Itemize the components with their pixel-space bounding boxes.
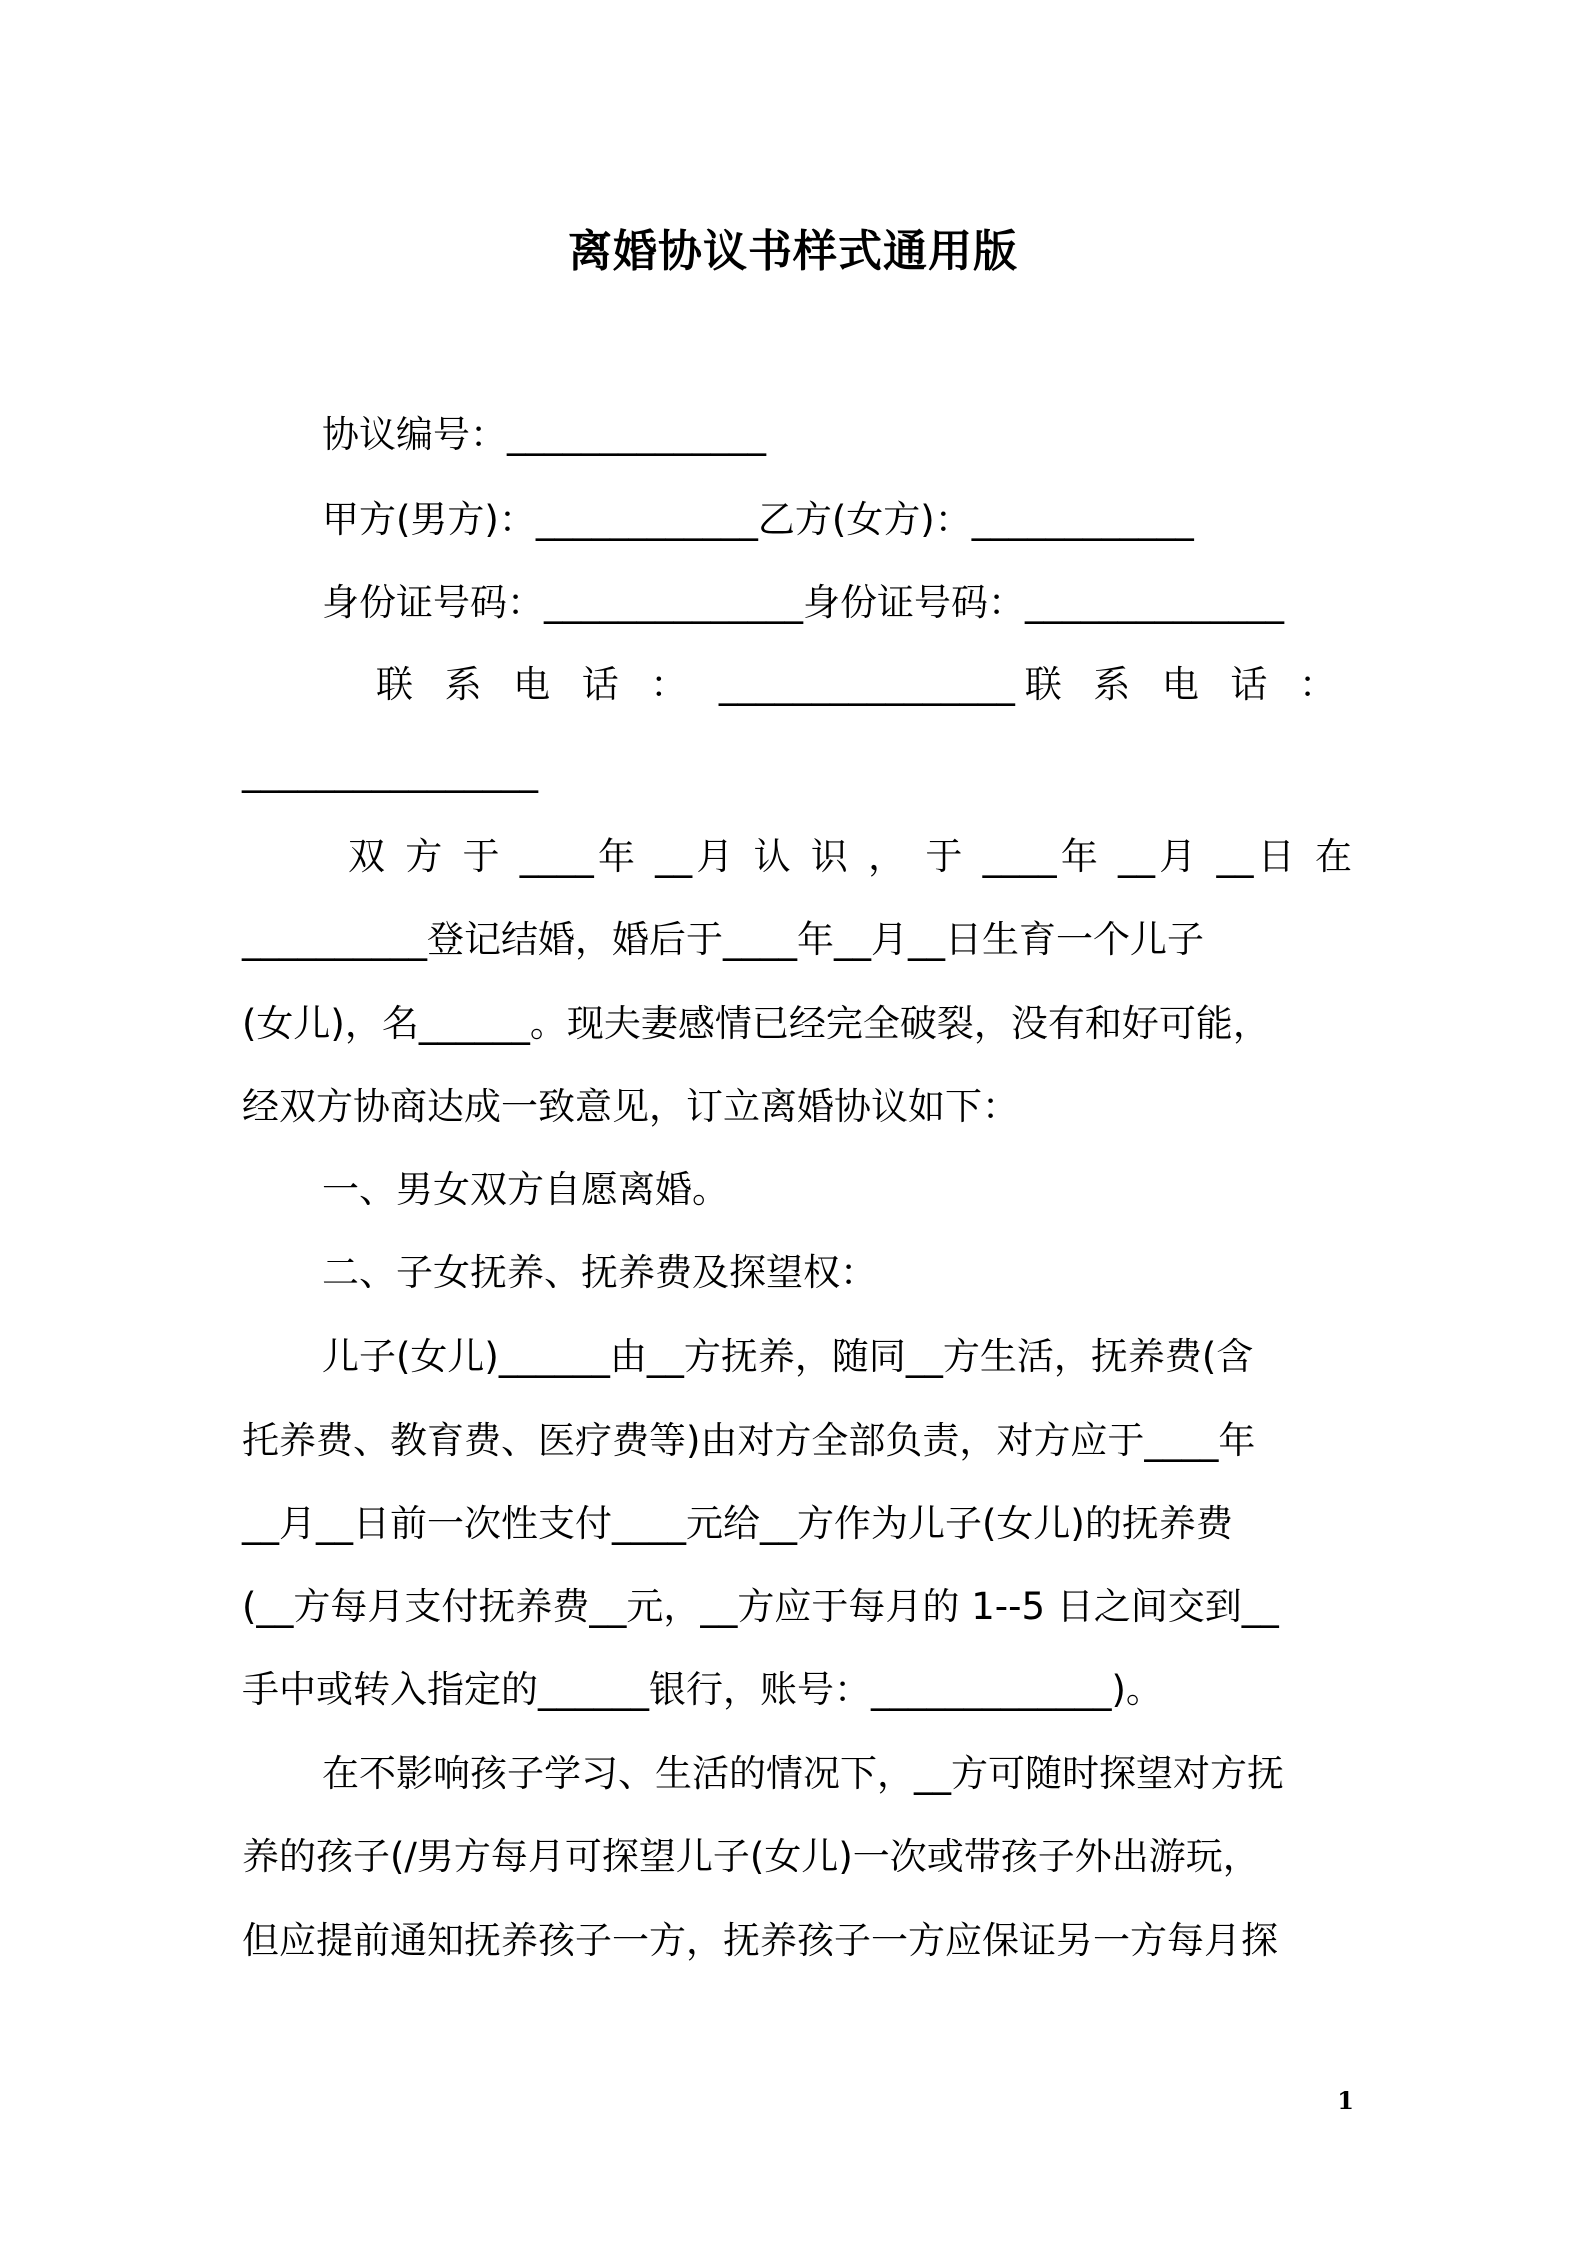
clause-heading: 一、男女双方自愿离婚。 (322, 1168, 729, 1211)
phone-line: 联 系 电 话 ： ________________联 系 电 话 ： (376, 663, 1336, 706)
paragraph-line: __________登记结婚，婚后于____年__月__日生育一个儿子 (242, 918, 1204, 961)
paragraph-line: 手中或转入指定的______银行，账号：_____________)。 (242, 1668, 1163, 1711)
parties-line: 甲方(男方)：____________乙方(女方)：____________ (322, 498, 1194, 541)
paragraph-line: 经双方协商达成一致意见，订立离婚协议如下： (242, 1085, 1019, 1128)
paragraph-line: 在不影响孩子学习、生活的情况下，__方可随时探望对方抚 (322, 1752, 1284, 1795)
paragraph-line: 儿子(女儿)______由__方抚养，随同__方生活，抚养费(含 (322, 1335, 1254, 1378)
paragraph-line: (女儿)，名______。现夫妻感情已经完全破裂，没有和好可能， (242, 1002, 1270, 1045)
page-number: 1 (1337, 2086, 1354, 2115)
document-title: 离婚协议书样式通用版 (568, 226, 1018, 277)
id-number-line: 身份证号码：______________身份证号码：______________ (322, 581, 1284, 624)
paragraph-line: 养的孩子(/男方每月可探望儿子(女儿)一次或带孩子外出游玩， (242, 1835, 1260, 1878)
paragraph-line: __月__日前一次性支付____元给__方作为儿子(女儿)的抚养费 (242, 1502, 1233, 1545)
paragraph-line: 但应提前通知抚养孩子一方，抚养孩子一方应保证另一方每月探 (242, 1919, 1278, 1962)
paragraph-line: 托养费、教育费、医疗费等)由对方全部负责，对方应于____年 (242, 1419, 1256, 1462)
clause-heading: 二、子女抚养、抚养费及探望权： (322, 1251, 877, 1294)
phone-blank-line: ________________ (242, 750, 538, 793)
paragraph-line: (__方每月支付抚养费__元，__方应于每月的 1--5 日之间交到__ (242, 1585, 1279, 1628)
paragraph-line: 双 方 于 ____年 __月 认 识 ， 于 ____年 __月 __日 在 (348, 835, 1352, 878)
agreement-number-line: 协议编号：______________ (322, 413, 766, 456)
